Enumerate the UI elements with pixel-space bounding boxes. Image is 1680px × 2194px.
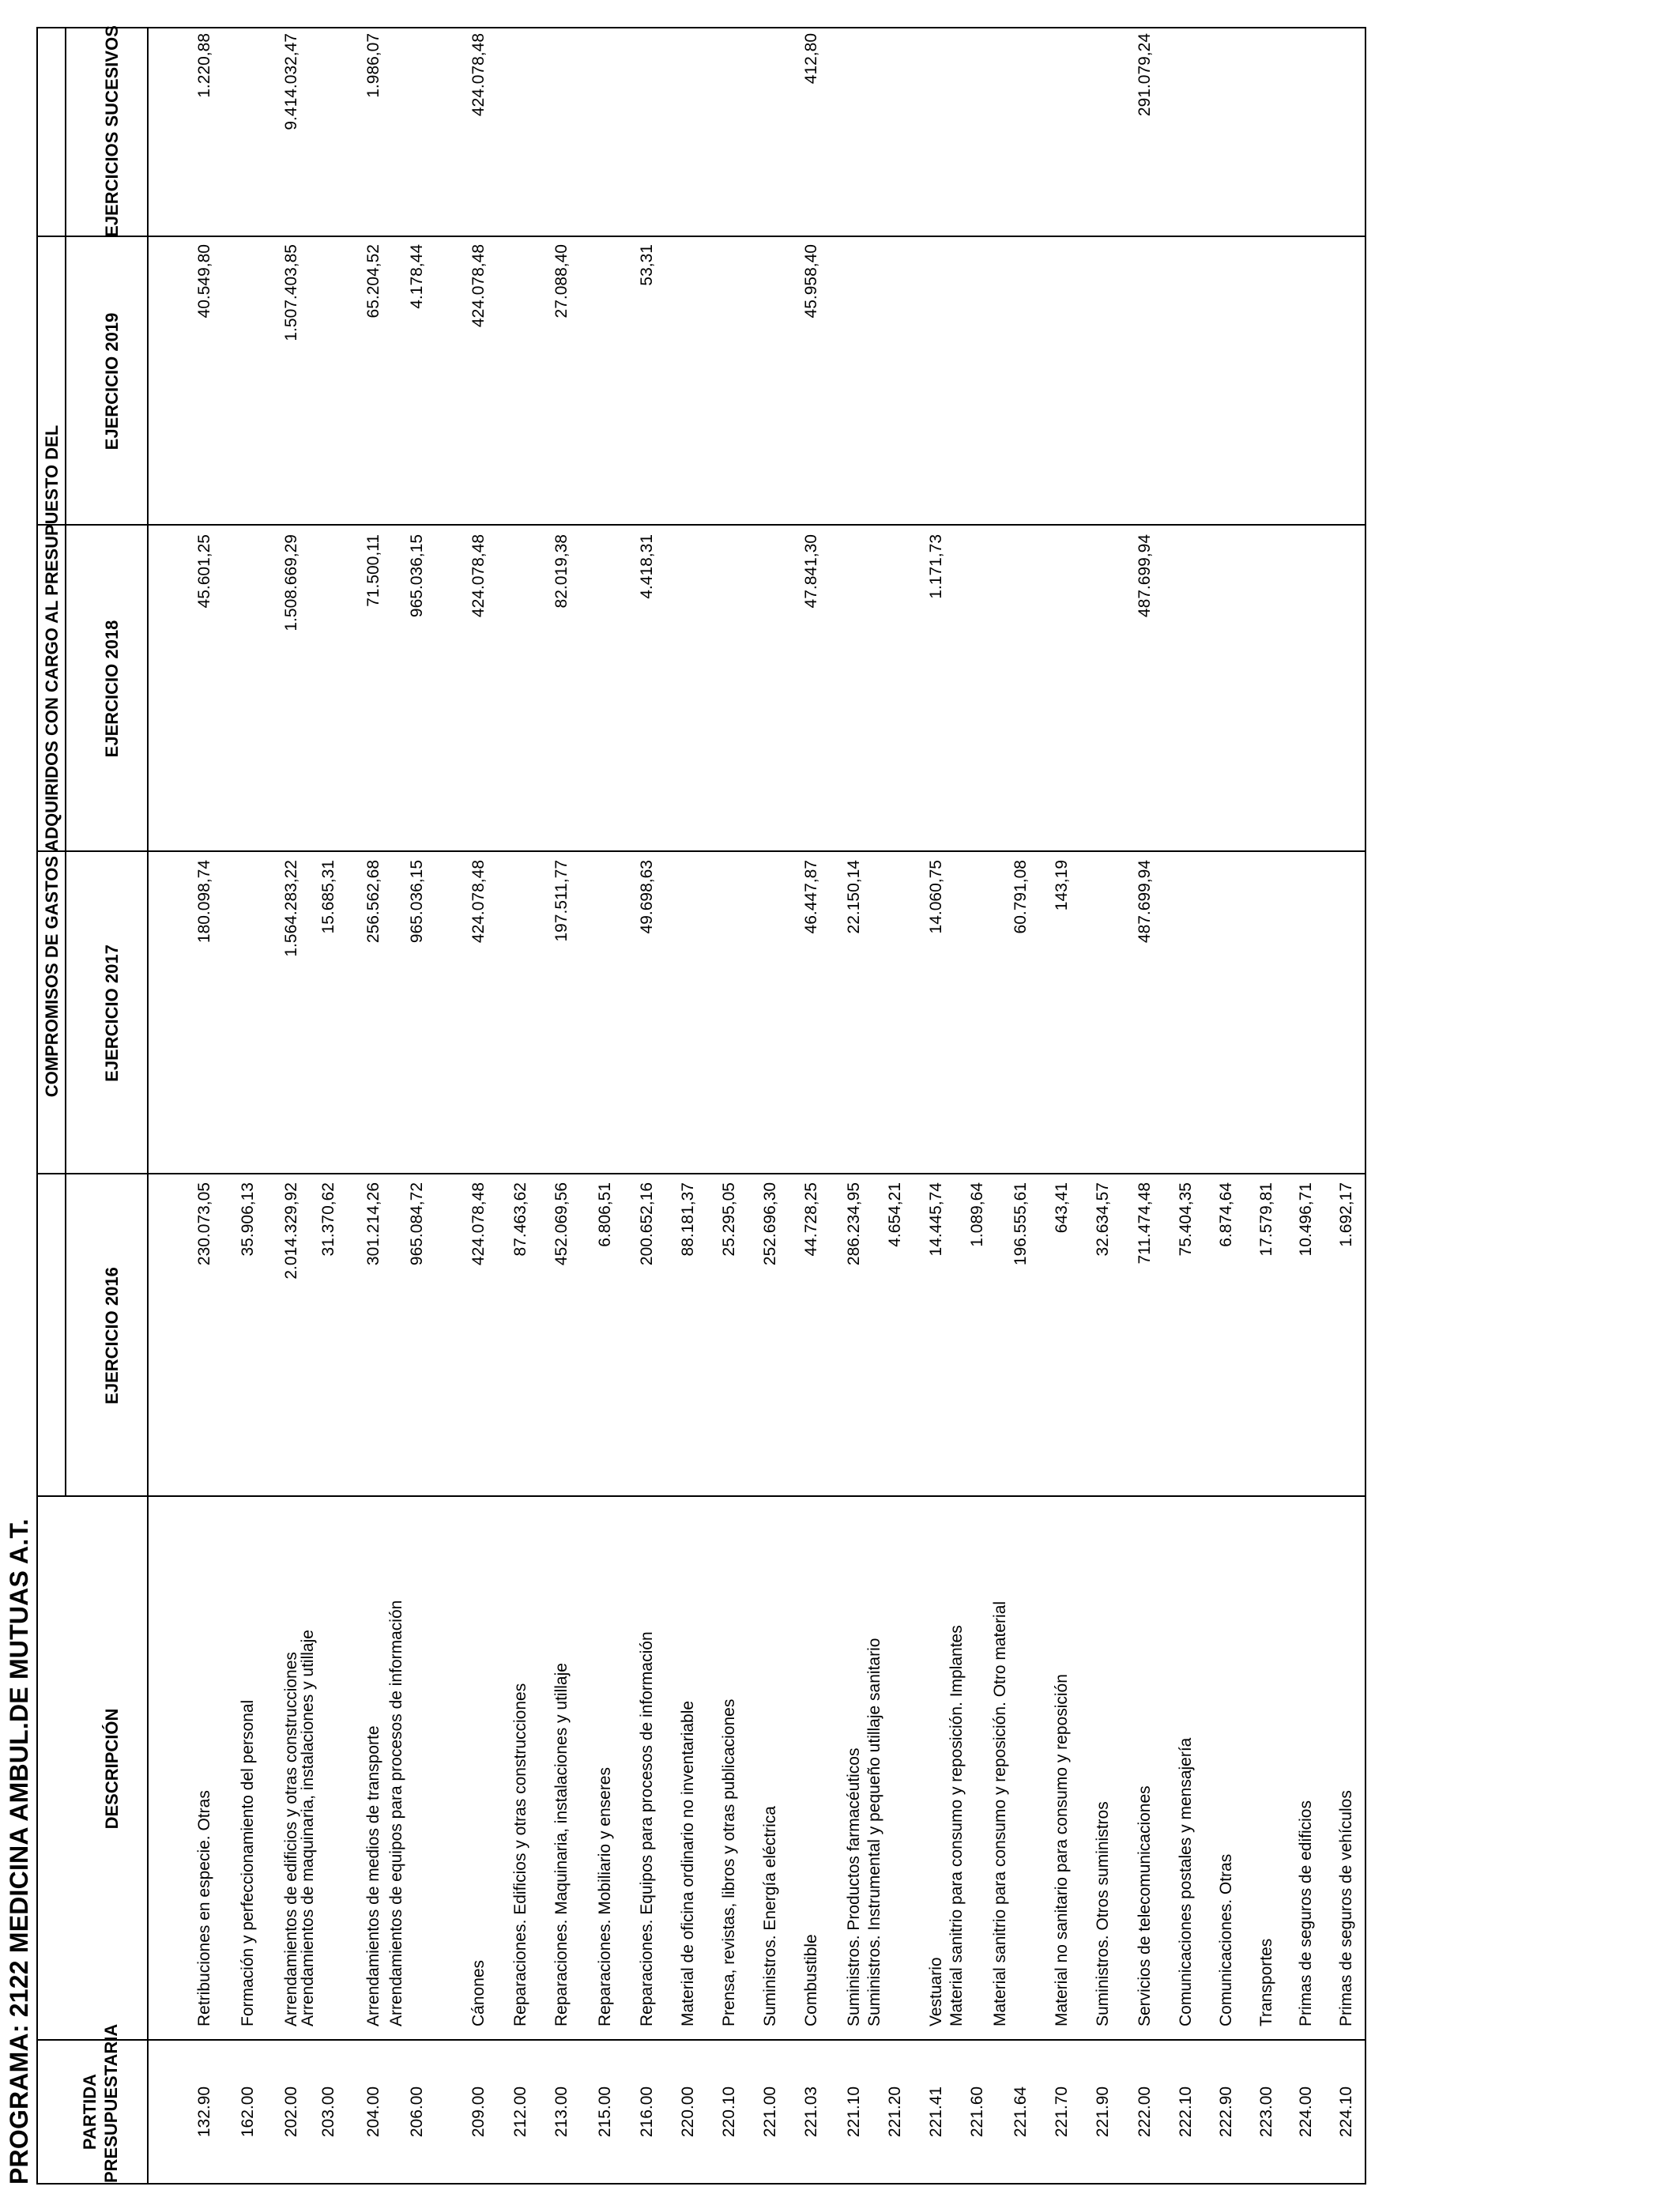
partida-code: 221.03 [802,2086,820,2138]
value-2019: 40.549,80 [195,244,213,319]
value-2017: 22.150,14 [845,860,863,934]
description: Arrendamientos de medios de transporte [364,1725,382,2026]
description: Material de oficina ordinario no inventariable [679,1700,697,2026]
col-divider [38,236,1365,237]
partida-code: 221.10 [845,2086,863,2138]
description: Vestuario [927,1957,945,2026]
value-2016: 452.069,56 [552,1182,571,1266]
description: Arrendamientos de maquinaria, instalaciones y utillaje [299,1630,317,2026]
value-2016: 286.234,95 [845,1182,863,1266]
partida-code: 212.00 [511,2086,529,2138]
header-2018: EJERCICIO 2018 [102,620,122,758]
value-2019: 1.507.403,85 [282,244,300,341]
header-2017: EJERCICIO 2017 [102,944,122,1082]
value-2016: 301.214,26 [364,1182,382,1266]
value-2017: 143,19 [1053,860,1071,911]
description: Reparaciones. Equipos para procesos de información [638,1631,656,2026]
partida-code: 215.00 [596,2086,614,2138]
value-2017: 46.447,87 [802,860,820,934]
value-2019: 27.088,40 [552,244,571,319]
partida-code: 222.10 [1177,2086,1195,2138]
header-2016: EJERCICIO 2016 [102,1267,122,1404]
description: Reparaciones. Maquinaria, instalaciones y utillaje [552,1663,571,2026]
value-sucesivos: 1.220,88 [195,33,213,98]
value-2017: 424.078,48 [469,860,488,944]
partida-code: 221.41 [927,2086,945,2138]
partida-code: 224.10 [1337,2086,1355,2138]
description: Primas de seguros de edificios [1297,1800,1315,2026]
partida-code: 221.90 [1094,2086,1112,2138]
value-2018: 45.601,25 [195,534,213,609]
value-2017: 1.564.283,22 [282,860,300,957]
value-2016: 6.874,64 [1217,1182,1235,1247]
description: Material sanitrio para consumo y reposición. Implantes [947,1625,966,2026]
header-group: COMPROMISOS DE GASTOS ADQUIRIDOS CON CARGO AL PRESUPUESTO DEL [42,424,62,1098]
value-2016: 643,41 [1053,1182,1071,1234]
description: Reparaciones. Edificios y otras construcciones [511,1683,529,2026]
description: Suministros. Otros suministros [1094,1801,1112,2026]
value-2016: 1.089,64 [968,1182,986,1247]
value-2016: 230.073,05 [195,1182,213,1266]
partida-code: 223.00 [1257,2086,1275,2138]
description: Arrendamientos de edificios y otras construcciones [282,1652,300,2026]
value-2017: 49.698,63 [638,860,656,934]
value-2016: 1.692,17 [1337,1182,1355,1247]
partida-code: 216.00 [638,2086,656,2138]
description: Prensa, revistas, libros y otras publicaciones [720,1698,738,2026]
partida-code: 221.64 [1011,2086,1030,2138]
value-2016: 35.906,13 [239,1182,257,1257]
value-2017: 180.098,74 [195,860,213,944]
col-divider [38,1173,1365,1174]
value-2016: 75.404,35 [1177,1182,1195,1257]
partida-code: 224.00 [1297,2086,1315,2138]
value-2018: 47.841,30 [802,534,820,609]
value-2018: 82.019,38 [552,534,571,609]
header-bottom-line [147,28,149,2183]
value-2017: 487.699,94 [1136,860,1154,944]
value-2016: 87.463,62 [511,1182,529,1257]
value-2018: 4.418,31 [638,534,656,599]
value-2017: 256.562,68 [364,860,382,944]
value-2016: 424.078,48 [469,1182,488,1266]
partida-code: 213.00 [552,2086,571,2138]
partida-code: 221.00 [761,2086,779,2138]
description: Transportes [1257,1938,1275,2026]
value-2019: 45.958,40 [802,244,820,319]
description: Combustible [802,1934,820,2026]
header-descripcion: DESCRIPCIÓN [102,1708,122,1830]
description: Comunicaciones. Otras [1217,1853,1235,2026]
partida-code: 209.00 [469,2086,488,2138]
description: Arrendamientos de equipos para procesos de información [387,1600,405,2026]
value-2016: 965.084,72 [408,1182,426,1266]
value-2016: 25.295,05 [720,1182,738,1257]
header-sucesivos: EJERCICIOS SUCESIVOS [102,25,122,237]
partida-code: 220.00 [679,2086,697,2138]
col-divider [38,524,1365,526]
value-2019: 53,31 [638,244,656,286]
description: Servicios de telecomunicaciones [1136,1785,1154,2026]
value-2018: 71.500,11 [364,534,382,607]
group-header-line [65,28,66,1497]
value-2018: 424.078,48 [469,534,488,618]
description: Primas de seguros de vehículos [1337,1790,1355,2026]
value-2016: 4.654,21 [886,1182,904,1247]
value-2018: 487.699,94 [1136,534,1154,618]
partida-code: 220.10 [720,2086,738,2138]
value-sucesivos: 424.078,48 [469,33,488,117]
value-sucesivos: 9.414.032,47 [282,33,300,130]
description: Comunicaciones postales y mensajería [1177,1737,1195,2026]
description: Suministros. Instrumental y pequeño utillaje sanitario [865,1638,883,2026]
value-2017: 197.511,77 [552,860,571,942]
value-2016: 711.474,48 [1136,1182,1154,1265]
budget-table [36,27,1366,2185]
header-partida: PARTIDA PRESUPUESTARIA [80,2023,121,2183]
description: Reparaciones. Mobiliario y enseres [596,1767,614,2026]
description: Formación y perfeccionamiento del personal [239,1699,257,2026]
value-2019: 4.178,44 [408,244,426,309]
value-2016: 88.181,37 [679,1182,697,1257]
description: Cánones [469,1959,488,2026]
partida-code: 221.70 [1053,2086,1071,2138]
value-2017: 14.060,75 [927,860,945,934]
value-sucesivos: 1.986,07 [364,33,382,98]
partida-code: 204.00 [364,2086,382,2138]
description: Retribuciones en especie. Otras [195,1790,213,2026]
value-2018: 1.171,73 [927,534,945,599]
value-2019: 65.204,52 [364,244,382,319]
partida-code: 221.60 [968,2086,986,2138]
value-2018: 1.508.669,29 [282,534,300,631]
partida-code: 221.20 [886,2086,904,2138]
value-2016: 10.496,71 [1297,1182,1315,1257]
value-2018: 965.036,15 [408,534,426,618]
value-2016: 6.806,51 [596,1182,614,1247]
value-2016: 200.652,16 [638,1182,656,1266]
partida-code: 222.00 [1136,2086,1154,2138]
value-sucesivos: 412,80 [802,33,820,85]
value-2016: 2.014.329,92 [282,1182,300,1280]
value-2016: 14.445,74 [927,1182,945,1257]
partida-code: 203.00 [319,2086,337,2138]
col-divider [38,2039,1365,2041]
partida-code: 202.00 [282,2086,300,2138]
partida-code: 222.90 [1217,2086,1235,2138]
col-divider [38,1495,1365,1497]
partida-code: 132.90 [195,2086,213,2138]
partida-code: 162.00 [239,2086,257,2138]
description: Suministros. Productos farmacéuticos [845,1747,863,2026]
value-2016: 252.696,30 [761,1182,779,1266]
value-2019: 424.078,48 [469,244,488,328]
description: Material sanitrio para consumo y reposición. Otro material [991,1600,1009,2026]
value-2017: 965.036,15 [408,860,426,944]
value-2016: 32.634,57 [1094,1182,1112,1257]
description: Material no sanitario para consumo y reposición [1053,1674,1071,2026]
value-2016: 44.728,25 [802,1182,820,1257]
value-2016: 17.579,81 [1257,1182,1275,1257]
value-2017: 15.685,31 [319,860,337,934]
value-2016: 196.555,61 [1011,1182,1030,1266]
description: Suministros. Energía eléctrica [761,1806,779,2026]
partida-code: 206.00 [408,2086,426,2138]
value-sucesivos: 291.079,24 [1136,33,1154,117]
header-2019: EJERCICIO 2019 [102,312,122,450]
value-2017: 60.791,08 [1011,860,1030,934]
program-title: PROGRAMA: 2122 MEDICINA AMBUL.DE MUTUAS A.T. [5,1518,33,2185]
value-2016: 31.370,62 [319,1182,337,1257]
col-divider [38,850,1365,852]
